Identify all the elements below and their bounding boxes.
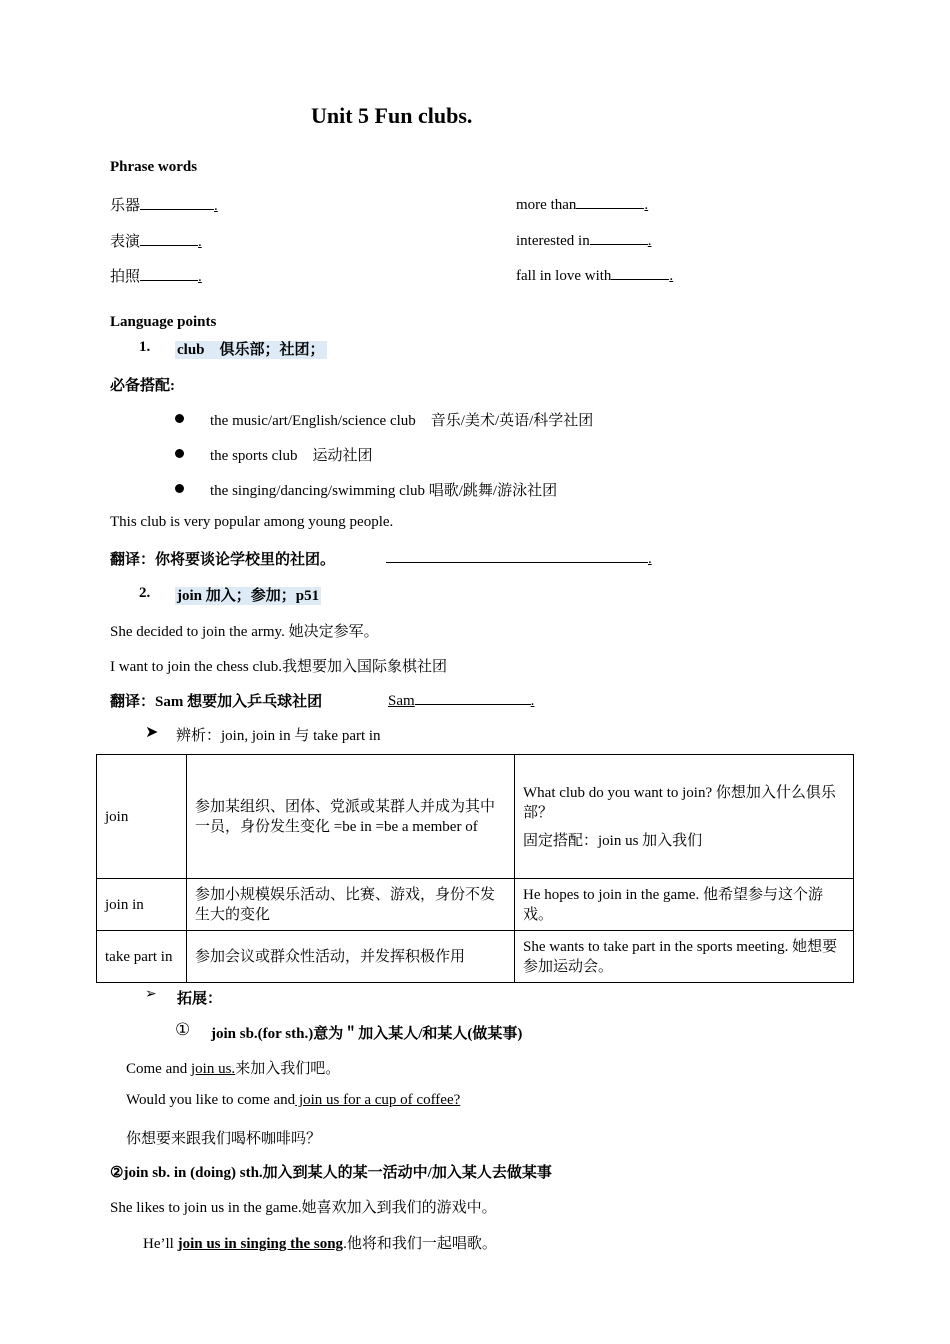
answer-blank[interactable] xyxy=(576,194,644,209)
point-2-number: 2. xyxy=(139,585,151,601)
term-cell: join xyxy=(97,755,187,879)
collocation-item: the music/art/English/science club 音乐/美术/英语/科学社团 xyxy=(210,413,594,429)
phrase-left-3: 拍照 . xyxy=(110,265,202,286)
meaning-cell: 参加某组织、团体、党派或某群人并成为其中一员，身份发生变化 =be in =be a member of xyxy=(187,755,515,879)
extension-heading: 拓展： xyxy=(177,991,223,1007)
answer-blank[interactable] xyxy=(140,231,198,246)
collocation-item: the singing/dancing/swimming club 唱歌/跳舞/游泳社团 xyxy=(210,483,558,499)
answer-blank[interactable] xyxy=(415,690,531,705)
answer-blank[interactable] xyxy=(611,265,669,280)
example-sentence: This club is very popular among young people. xyxy=(110,514,394,530)
page-title: Unit 5 Fun clubs. xyxy=(311,103,473,128)
example-sentence: She decided to join the army. 她决定参军。 xyxy=(110,624,379,640)
collocation-heading: 必备搭配: xyxy=(110,378,175,394)
term-cell: join in xyxy=(97,879,187,931)
meaning-cell: 参加小规模娱乐活动、比赛、游戏，身份不发生大的变化 xyxy=(187,879,515,931)
phrase-left-2: 表演 . xyxy=(110,230,202,251)
example-sentence: Would you like to come and join us for a cup of coffee? xyxy=(126,1092,461,1108)
example-sentence: I want to join the chess club.我想要加入国际象棋社团 xyxy=(110,659,448,675)
example-sentence: He’ll join us in singing the song.他将和我们一起唱歌。 xyxy=(143,1236,497,1252)
translation-answer-2: Sam . xyxy=(388,690,534,710)
phrase-words-heading: Phrase words xyxy=(110,159,198,175)
circled-one-marker: ① xyxy=(175,1020,191,1039)
term-cell: take part in xyxy=(97,931,187,983)
meaning-cell: 参加会议或群众性活动，并发挥积极作用 xyxy=(187,931,515,983)
example-sentence: Come and join us.来加入我们吧。 xyxy=(126,1061,341,1077)
example-cell: He hopes to join in the game. 他希望参与这个游戏。 xyxy=(515,879,854,931)
table-row xyxy=(97,879,854,931)
point-1-number: 1. xyxy=(139,339,151,355)
point-2-label: join 加入；参加；p51 xyxy=(177,588,320,604)
example-cell: She wants to take part in the sports meeting. 她想要参加运动会。 xyxy=(515,931,854,983)
translation-prompt-1: 翻译：你将要谈论学校里的社团。 xyxy=(110,552,336,568)
example-translation: 你想要来跟我们喝杯咖啡吗？ xyxy=(126,1131,322,1147)
translation-prompt-2: 翻译：Sam 想要加入乒乓球社团 xyxy=(110,694,323,710)
example-cell xyxy=(515,755,854,879)
answer-blank[interactable] xyxy=(140,266,198,281)
collocation-item: the sports club 运动社团 xyxy=(210,448,373,464)
bullet-dot xyxy=(175,414,184,423)
answer-blank[interactable] xyxy=(590,230,648,245)
example-text: What club do you want to join? 你想加入什么俱乐部？ xyxy=(523,784,836,821)
phrase-left-1: 乐器 . xyxy=(110,194,218,215)
extension-item-1: join sb.(for sth.)意为＂加入某人/和某人(做某事) xyxy=(211,1026,523,1042)
answer-blank[interactable] xyxy=(386,548,648,563)
arrow-bullet-icon: ➤ xyxy=(145,724,159,741)
extension-item-2: ②join sb. in (doing) sth.加入到某人的某一活动中/加入某人去做某事 xyxy=(110,1165,552,1181)
example-sentence: She likes to join us in the game.她喜欢加入到我们的游戏中。 xyxy=(110,1200,497,1216)
fixed-collocation: 固定搭配：join us 加入我们 xyxy=(523,832,703,849)
language-points-heading: Language points xyxy=(110,314,217,330)
point-1-label: club 俱乐部；社团； xyxy=(177,342,325,358)
answer-blank[interactable] xyxy=(140,195,214,210)
table-row xyxy=(97,755,854,879)
comparison-table xyxy=(96,754,854,983)
arrow-bullet-icon: ➢ xyxy=(145,987,157,1002)
bullet-dot xyxy=(175,484,184,493)
phrase-right-2: interested in . xyxy=(516,230,651,250)
phrase-right-3: fall in love with . xyxy=(516,265,673,285)
bullet-dot xyxy=(175,449,184,458)
phrase-right-1: more than . xyxy=(516,194,648,214)
analysis-heading: 辨析：join, join in 与 take part in xyxy=(176,728,381,744)
table-row xyxy=(97,931,854,983)
translation-answer-1: . xyxy=(386,548,652,568)
